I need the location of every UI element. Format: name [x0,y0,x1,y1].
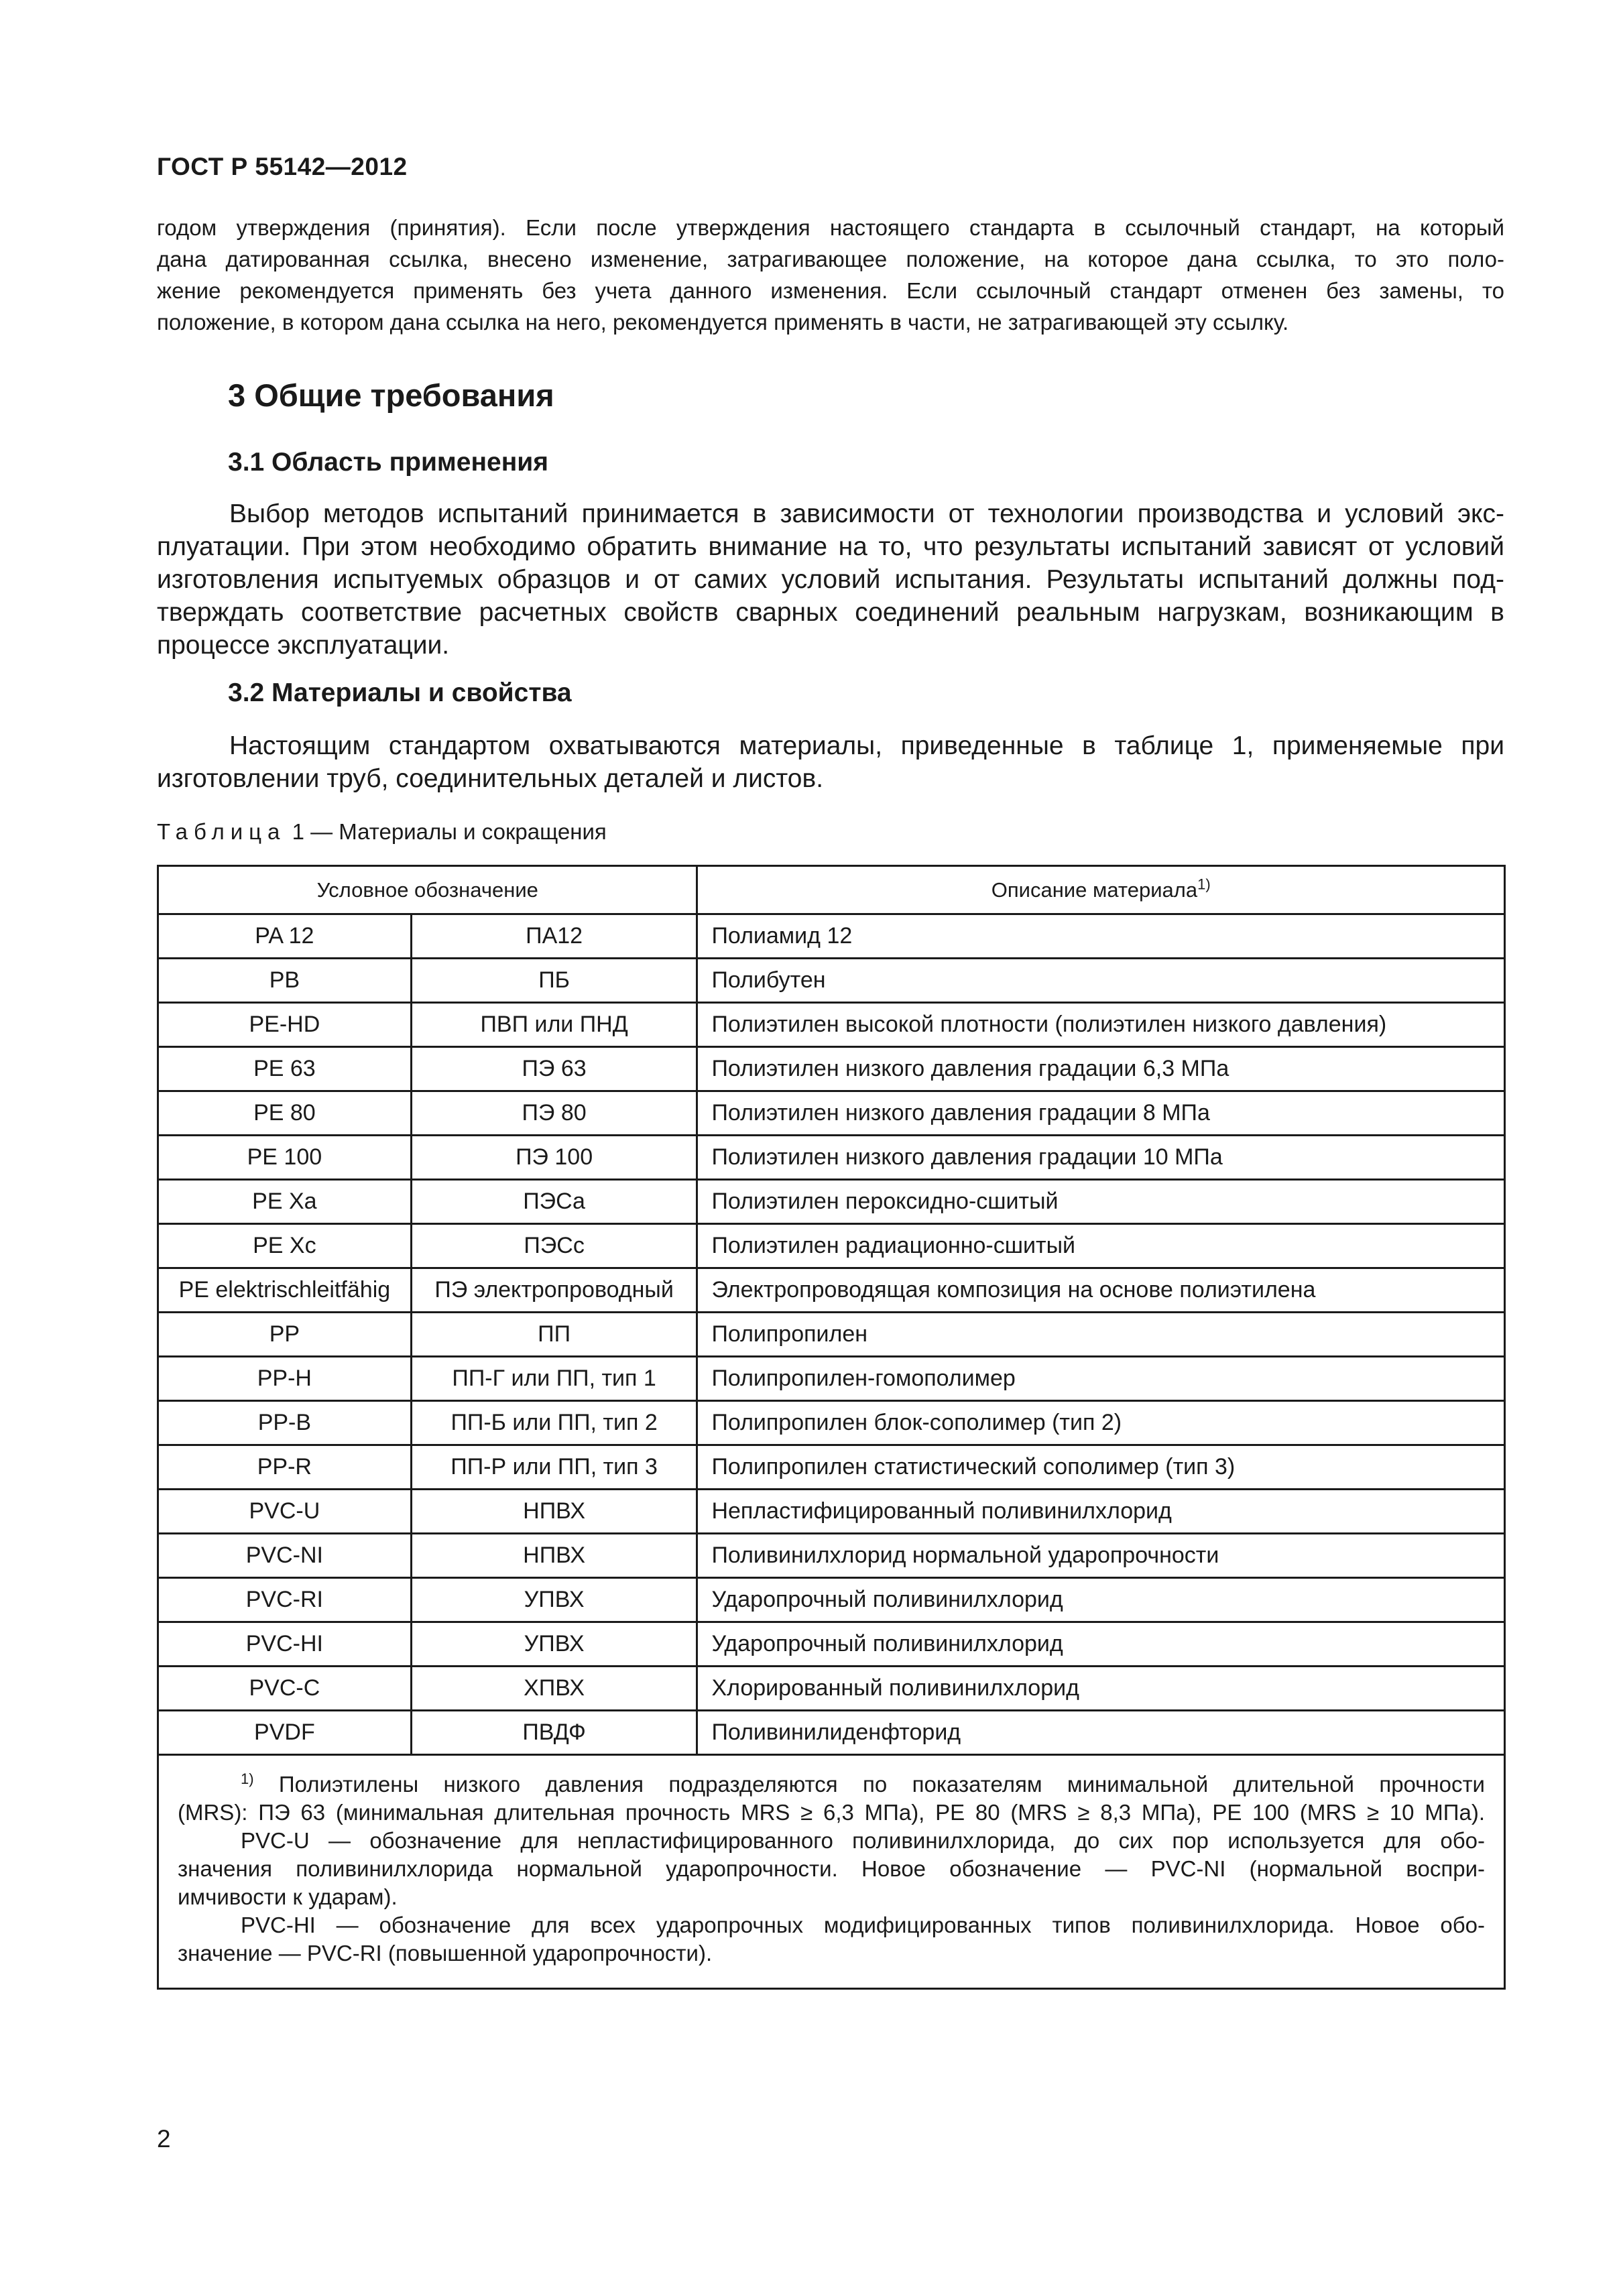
description-cell: Полиэтилен пероксидно-сшитый [697,1180,1505,1224]
description-cell: Хлорированный поливинилхлорид [697,1667,1505,1711]
designation-cyrillic-cell: ПВДФ [411,1711,697,1755]
footnote-line [178,1883,1485,1911]
paragraph-line: плуатации. При этом необходимо обратить внимание на то, что результаты испытаний зависят от условий [157,532,1504,561]
table-row [158,1622,1505,1667]
designation-cyrillic-cell: ПЭ электропроводный [411,1268,697,1313]
designation-cyrillic-cell: НПВХ [411,1490,697,1534]
designation-cyrillic-cell: ПЭСа [411,1180,697,1224]
table-row [158,1578,1505,1622]
designation-cyrillic-cell: ПВП или ПНД [411,1003,697,1047]
table-row [158,1047,1505,1091]
designation-latin-cell: PE-HD [158,1003,412,1047]
footnote-marker: 1) [1197,875,1211,893]
document-header: ГОСТ Р 55142—2012 [157,153,408,180]
intro-line: положение, в котором дана ссылка на него, рекомендуется применять в части, не затрагивающей эту ссылку. [157,310,1289,335]
footnote-line [178,1855,1485,1883]
footnote-line [178,1799,1485,1827]
footnote-text: имчивости к ударам). [178,1884,398,1909]
table-row [158,1401,1505,1445]
footnote-text: PVC-U — обозначение для непластифицированного поливинилхлорида, до сих пор используется для обо- [241,1828,1485,1853]
footnote-line [178,1939,1485,1968]
table-row [158,1534,1505,1578]
table-caption-title: 1 — Материалы и сокращения [292,819,607,844]
paragraph-line: изготовления испытуемых образцов и от самих условий испытания. Результаты испытаний должны под- [157,565,1504,594]
page-number: 2 [157,2125,171,2153]
designation-latin-cell: PE elektrischleitfähig [158,1268,412,1313]
designation-cyrillic-cell: УПВХ [411,1622,697,1667]
table-row [158,1268,1505,1313]
description-cell: Полиэтилен низкого давления градации 8 МПа [697,1091,1505,1136]
designation-cyrillic-cell: ПП [411,1313,697,1357]
table-header-row [158,866,1505,914]
designation-cyrillic-cell: ПП-Р или ПП, тип 3 [411,1445,697,1490]
description-cell: Полипропилен [697,1313,1505,1357]
table-caption-word: Таблица [157,819,286,844]
description-cell: Поливинилхлорид нормальной ударопрочности [697,1534,1505,1578]
paragraph-line: Настоящим стандартом охватываются материалы, приведенные в таблице 1, применяемые при [229,731,1504,760]
section-3-2-heading: 3.2 Материалы и свойства [228,678,572,707]
description-cell: Полиэтилен низкого давления градации 10 МПа [697,1136,1505,1180]
section-3-2-paragraph [157,729,1504,795]
table-row [158,1711,1505,1755]
section-3-1-paragraph [157,497,1504,662]
table-row [158,1136,1505,1180]
designation-latin-cell: PVC-U [158,1490,412,1534]
designation-cyrillic-cell: ПЭ 80 [411,1091,697,1136]
description-cell: Поливинилиденфторид [697,1711,1505,1755]
footnote-line [178,1827,1485,1855]
table-row [158,1180,1505,1224]
footnote-text: (MRS): ПЭ 63 (минимальная длительная прочность MRS ≥ 6,3 МПа), PE 80 (MRS ≥ 8,3 МПа), PE 100 (MRS ≥ 10 МПа). [178,1800,1485,1825]
table-row [158,1357,1505,1401]
intro-line: годом утверждения (принятия). Если после утверждения настоящего стандарта в ссылочный стандарт, на который [157,215,1504,240]
table-footnote-row [158,1755,1505,1989]
description-cell: Непластифицированный поливинилхлорид [697,1490,1505,1534]
table-row [158,959,1505,1003]
footnote-line [178,1911,1485,1939]
table-row [158,914,1505,959]
table-row [158,1224,1505,1268]
paragraph-line: изготовлении труб, соединительных деталей и листов. [157,764,824,793]
designation-latin-cell: PE 100 [158,1136,412,1180]
section-3-heading: 3 Общие требования [228,377,554,413]
designation-latin-cell: PVC-C [158,1667,412,1711]
materials-table [157,865,1506,1990]
table-caption [157,819,607,845]
footnote-text: Полиэтилены низкого давления подразделяются по показателям минимальной длительной прочности [253,1772,1485,1797]
designation-cyrillic-cell: ПП-Б или ПП, тип 2 [411,1401,697,1445]
header-designation: Условное обозначение [158,866,697,914]
table-footnote [158,1755,1505,1989]
description-cell: Электропроводящая композиция на основе полиэтилена [697,1268,1505,1313]
intro-line: дана датированная ссылка, внесено изменение, затрагивающее положение, на которое дана ссылка, то это поло- [157,247,1504,271]
designation-latin-cell: PVDF [158,1711,412,1755]
footnote-text: PVC-HI — обозначение для всех ударопрочных модифицированных типов поливинилхлорида. Новое обо- [241,1913,1485,1937]
header-description-text: Описание материала [991,878,1198,902]
designation-latin-cell: PVC-RI [158,1578,412,1622]
designation-cyrillic-cell: ПЭ 63 [411,1047,697,1091]
table-row [158,1667,1505,1711]
table-row [158,1445,1505,1490]
table-row [158,1313,1505,1357]
description-cell: Полипропилен статистический сополимер (тип 3) [697,1445,1505,1490]
description-cell: Полиэтилен низкого давления градации 6,3 МПа [697,1047,1505,1091]
description-cell: Полибутен [697,959,1505,1003]
designation-latin-cell: PVC-HI [158,1622,412,1667]
designation-latin-cell: PE Xc [158,1224,412,1268]
description-cell: Полипропилен-гомополимер [697,1357,1505,1401]
footnote-line [178,1770,1485,1799]
designation-cyrillic-cell: ПЭСс [411,1224,697,1268]
designation-latin-cell: PE Xa [158,1180,412,1224]
footnote-text: значение — PVC-RI (повышенной ударопрочности). [178,1941,713,1966]
designation-latin-cell: PE 80 [158,1091,412,1136]
designation-cyrillic-cell: УПВХ [411,1578,697,1622]
table-row [158,1003,1505,1047]
footnote-marker: 1) [241,1770,254,1787]
designation-cyrillic-cell: ХПВХ [411,1667,697,1711]
header-description [697,866,1505,914]
designation-cyrillic-cell: ПА12 [411,914,697,959]
paragraph-line: тверждать соответствие расчетных свойств сварных соединений реальным нагрузкам, возникающим в [157,598,1504,627]
description-cell: Ударопрочный поливинилхлорид [697,1622,1505,1667]
designation-cyrillic-cell: ПЭ 100 [411,1136,697,1180]
section-3-1-heading: 3.1 Область применения [228,448,548,477]
designation-latin-cell: PP-H [158,1357,412,1401]
designation-cyrillic-cell: ПП-Г или ПП, тип 1 [411,1357,697,1401]
designation-latin-cell: PA 12 [158,914,412,959]
description-cell: Полиамид 12 [697,914,1505,959]
designation-latin-cell: PE 63 [158,1047,412,1091]
table-row [158,1490,1505,1534]
designation-latin-cell: PP-B [158,1401,412,1445]
designation-latin-cell: PVC-NI [158,1534,412,1578]
designation-latin-cell: PP-R [158,1445,412,1490]
intro-paragraph [157,212,1504,338]
table-row [158,1091,1505,1136]
intro-line: жение рекомендуется применять без учета данного изменения. Если ссылочный стандарт отменен без замены, то [157,278,1504,303]
footnote-text: значения поливинилхлорида нормальной ударопрочности. Новое обозначение — PVC-NI (нормальной воспри- [178,1856,1485,1881]
paragraph-line: процессе эксплуатации. [157,631,450,660]
description-cell: Полиэтилен высокой плотности (полиэтилен низкого давления) [697,1003,1505,1047]
designation-latin-cell: PP [158,1313,412,1357]
paragraph-line: Выбор методов испытаний принимается в зависимости от технологии производства и условий экс- [229,499,1504,528]
description-cell: Полиэтилен радиационно-сшитый [697,1224,1505,1268]
designation-latin-cell: PB [158,959,412,1003]
designation-cyrillic-cell: ПБ [411,959,697,1003]
designation-cyrillic-cell: НПВХ [411,1534,697,1578]
description-cell: Ударопрочный поливинилхлорид [697,1578,1505,1622]
description-cell: Полипропилен блок-сополимер (тип 2) [697,1401,1505,1445]
